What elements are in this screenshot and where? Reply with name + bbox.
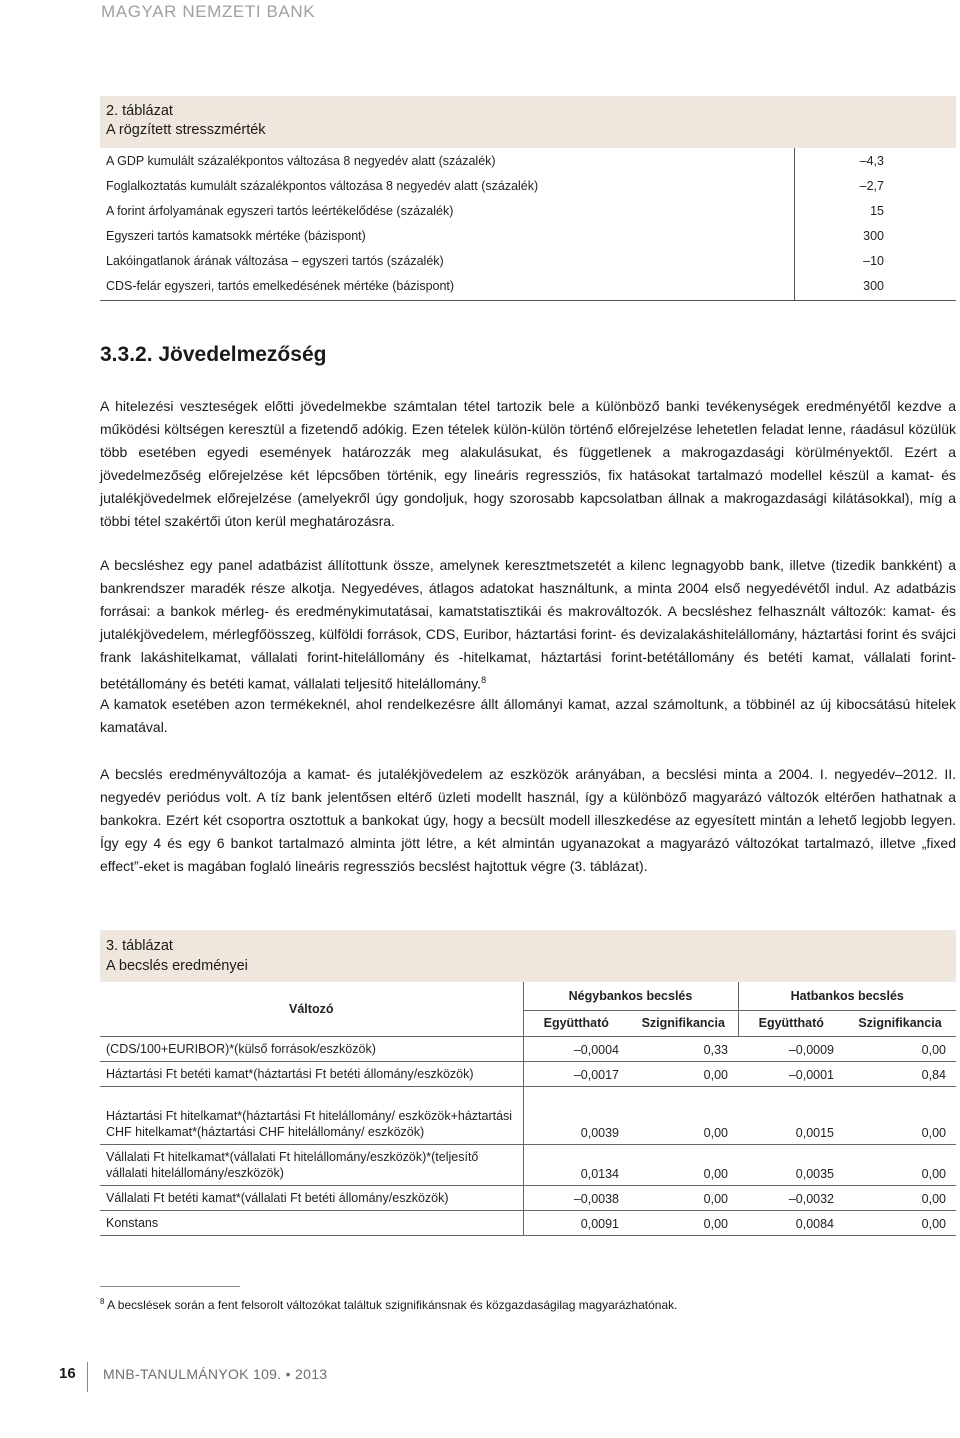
footnote	[100, 1297, 677, 1312]
page-footer	[0, 1362, 960, 1392]
row-label: CDS-felár egyszeri, tartós emelkedésének mértéke (bázispont)	[106, 279, 455, 293]
subheader-coefficient: Együttható	[523, 1010, 629, 1036]
coef-cell: 0,0084	[738, 1210, 844, 1235]
row-value: –4,3	[859, 154, 884, 168]
sig-cell: 0,00	[844, 1185, 956, 1210]
subheader-coefficient: Együttható	[738, 1010, 844, 1036]
variable-cell: Konstans	[100, 1210, 523, 1235]
publication-title: MNB-TANULMÁNYOK 109. • 2013	[103, 1366, 328, 1382]
section-title: 3.3.2. Jövedelmezőség	[100, 343, 327, 366]
running-header: MAGYAR NEMZETI BANK	[101, 2, 316, 21]
variable-cell: Vállalati Ft betéti kamat*(vállalati Ft betéti állomány/eszközök)	[100, 1185, 523, 1210]
coef-cell: –0,0038	[523, 1185, 629, 1210]
footnote-mark: 8	[100, 1297, 105, 1306]
row-label: Foglalkoztatás kumulált százalékpontos változása 8 negyedév alatt (százalék)	[106, 179, 539, 193]
footnote-ref[interactable]: 8	[481, 675, 487, 685]
table-2-caption: 2. táblázat	[106, 103, 173, 119]
row-value: 15	[870, 204, 884, 218]
footnote-text: A becslések során a fent felsorolt változókat találtuk szignifikánsnak és közgazdaságilag magyarázhatónak.	[104, 1298, 678, 1312]
sig-cell: 0,00	[844, 1210, 956, 1235]
table-3-title: A becslés eredményei	[106, 958, 248, 974]
row-value: –2,7	[859, 179, 884, 193]
subheader-significance: Szignifikancia	[629, 1010, 738, 1036]
table-row	[100, 275, 956, 300]
table-row	[100, 1036, 956, 1061]
coef-cell: –0,0009	[738, 1036, 844, 1061]
table-3-header	[100, 930, 956, 982]
table-3-grid	[100, 982, 956, 1236]
header-group-four-bank: Négybankos becslés	[523, 982, 738, 1010]
page-number: 16	[59, 1365, 76, 1382]
coef-cell: 0,0015	[738, 1086, 844, 1144]
footer-divider	[87, 1362, 88, 1392]
table-row	[100, 200, 956, 225]
row-label: A GDP kumulált százalékpontos változása 8 negyedév alatt (százalék)	[106, 154, 496, 168]
paragraph-4: A becslés eredményváltozója a kamat- és jutalékjövedelem az eszközök arányában, a becslési minta a 2004. I. negyedév–2012. II. negyedév periódus volt. A tíz bank jelentősen eltérő üzleti modellt használ, így a különböző magyarázó változók eltérően hathatnak a bankokra. Ezért két csoportra osztottuk a bankokat úgy, hogy a becsült modell illeszkedése az egyesített mintán a lehető legjobb legyen. Így egy 4 és egy 6 bankot tartalmazó alminta jött létre, a két almintán ugyanazokat a magyarázó változókat tartalmazó, illetve „fixed effect”-eket is magában foglaló lineáris regressziós becslést hajtottuk végre (3. táblázat).	[100, 766, 956, 874]
sig-cell: 0,00	[629, 1086, 738, 1144]
header-group-six-bank: Hatbankos becslés	[738, 982, 956, 1010]
table-2-body	[100, 148, 956, 300]
table-row	[100, 250, 956, 275]
sig-cell: 0,00	[844, 1144, 956, 1185]
table-2-bottom-rule	[100, 300, 956, 301]
row-label: Lakóingatlanok árának változása – egyszeri tartós (százalék)	[106, 254, 444, 268]
footnote-rule	[100, 1286, 240, 1287]
table-row	[100, 1210, 956, 1235]
coef-cell: 0,0035	[738, 1144, 844, 1185]
row-value: 300	[863, 229, 884, 243]
variable-cell: Háztartási Ft betéti kamat*(háztartási Ft betéti állomány/eszközök)	[100, 1061, 523, 1086]
table-2-header	[100, 96, 956, 148]
row-value: 300	[863, 279, 884, 293]
table-row	[100, 175, 956, 200]
paragraph-2-text: A becsléshez egy panel adatbázist állítottunk össze, amelynek keresztmetszetét a kilenc legnagyobb bank, illetve (tizedik bankként) a bankrendszer maradék része alkotja. Negyedéves, átlagos adatokat használtunk, a minta 2004 első negyedévétől indul. Az adatbázis forrásai: a bankok mérleg- és eredménykimutatásai, kamatstatisztikái és makrováltozók. A becsléshez felhasznált változók: kamat- és jutalékjövedelem, mérlegfőösszeg, külföldi források, CDS, Euribor, háztartási forint- és devizalakáshitelállomány, háztartási forint és svájci frank lakáshitelkamat, vállalati forint-hitelállomány és -hitelkamat, háztartási forint-betétállomány és betéti kamat, vállalati forint-betétállomány és betéti kamat, vállalati teljesítő hitelállomány.	[100, 557, 956, 692]
sig-cell: 0,00	[844, 1036, 956, 1061]
variable-cell: Vállalati Ft hitelkamat*(vállalati Ft hitelállomány/eszközök)*(teljesítő vállalati hitelállomány/eszközök)	[100, 1144, 523, 1185]
coef-cell: 0,0091	[523, 1210, 629, 1235]
row-value: –10	[863, 254, 884, 268]
sig-cell: 0,84	[844, 1061, 956, 1086]
paragraph-2	[100, 554, 956, 696]
coef-cell: –0,0001	[738, 1061, 844, 1086]
coef-cell: 0,0134	[523, 1144, 629, 1185]
coef-cell: 0,0039	[523, 1086, 629, 1144]
table-3-caption: 3. táblázat	[106, 938, 173, 954]
sig-cell: 0,33	[629, 1036, 738, 1061]
table-2-title: A rögzített stresszmérték	[106, 122, 266, 138]
table-3	[100, 930, 956, 1235]
subheader-significance: Szignifikancia	[844, 1010, 956, 1036]
table-row	[100, 1086, 956, 1144]
paragraph-3: A kamatok esetében azon termékeknél, ahol rendelkezésre állt állományi kamat, azzal számoltunk, a többinél az új kibocsátású hitelek kamatával.	[100, 696, 956, 735]
sig-cell: 0,00	[629, 1061, 738, 1086]
coef-cell: –0,0032	[738, 1185, 844, 1210]
table-row	[100, 1185, 956, 1210]
table-row	[100, 1144, 956, 1185]
variable-cell: Háztartási Ft hitelkamat*(háztartási Ft hitelállomány/ eszközök+háztartási CHF hitelkamat*(háztartási CHF hitelállomány/ eszközök)	[100, 1086, 523, 1144]
table-row	[100, 1061, 956, 1086]
table-2	[100, 96, 956, 302]
sig-cell: 0,00	[629, 1144, 738, 1185]
coef-cell: –0,0017	[523, 1061, 629, 1086]
variable-cell: (CDS/100+EURIBOR)*(külső források/eszközök)	[100, 1036, 523, 1061]
sig-cell: 0,00	[844, 1086, 956, 1144]
sig-cell: 0,00	[629, 1210, 738, 1235]
sig-cell: 0,00	[629, 1185, 738, 1210]
row-label: Egyszeri tartós kamatsokk mértéke (bázispont)	[106, 229, 366, 243]
coef-cell: –0,0004	[523, 1036, 629, 1061]
header-row	[100, 982, 956, 1010]
row-label: A forint árfolyamának egyszeri tartós leértékelődése (százalék)	[106, 204, 454, 218]
table-row	[100, 225, 956, 250]
paragraph-1: A hitelezési veszteségek előtti jövedelmekbe számtalan tétel tartozik bele a különböző banki tevékenységek eredményétől kezdve a működési költségen keresztül a fizetendő adókig. Ezen tételek külön-külön történő előrejelzése lehetetlen feladat lenne, ráadásul közülük több esetében egyedi események határozzák meg alakulásukat, és függetlenek a makrogazdasági körülményektől. Ezért a jövedelmezőség előrejelzése két lépcsőben történik, egy lineáris regressziós, fix hatásokat tartalmazó modellel készül a kamat- és jutalékjövedelmek előrejelzése (amelyekről úgy gondoljuk, hogy szorosabb kapcsolatban állnak a makrogazdasági kilátásokkal), míg a többi tétel szakértői úton kerül meghatározásra.	[100, 398, 956, 529]
table-row	[100, 150, 956, 175]
header-variable: Változó	[100, 982, 523, 1036]
